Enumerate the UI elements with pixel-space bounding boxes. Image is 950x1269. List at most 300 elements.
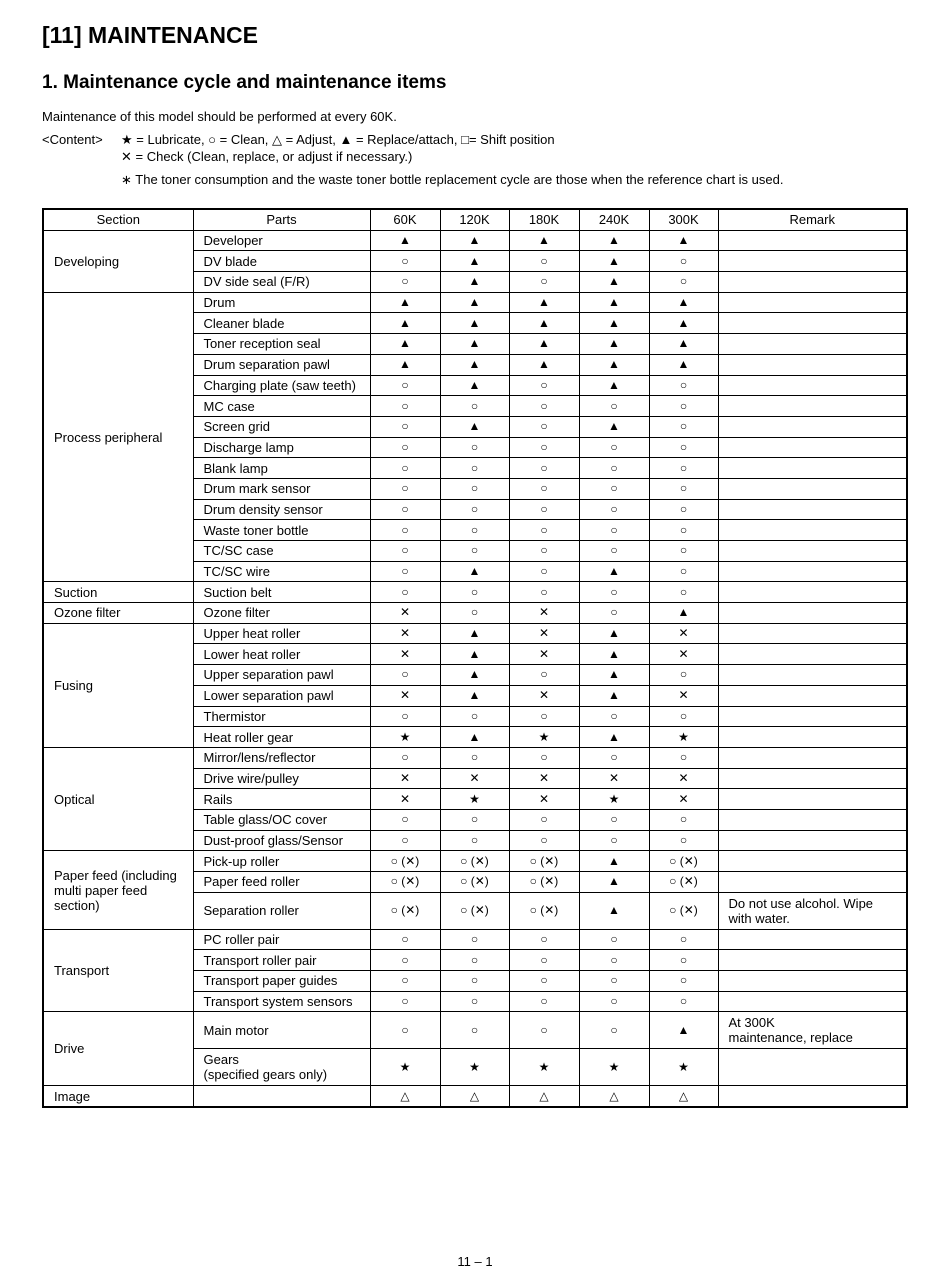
cycle-cell-300K: ○ — [649, 375, 718, 396]
remark-cell — [718, 685, 907, 706]
column-header: Remark — [718, 209, 907, 230]
cycle-cell-120K: ★ — [440, 789, 509, 810]
cycle-cell-180K: ○ — [509, 1012, 579, 1049]
part-cell: Drum separation pawl — [193, 354, 370, 375]
cycle-cell-60K: ○ (✕) — [370, 851, 440, 872]
cycle-cell-240K: ▲ — [579, 892, 649, 929]
table-row — [43, 929, 907, 950]
cycle-cell-120K: ○ — [440, 1012, 509, 1049]
cycle-cell-60K: ○ — [370, 541, 440, 562]
column-header: 120K — [440, 209, 509, 230]
cycle-cell-60K: ○ — [370, 991, 440, 1012]
table-row — [43, 747, 907, 768]
part-cell: Toner reception seal — [193, 334, 370, 355]
cycle-cell-240K: ★ — [579, 1049, 649, 1086]
remark-cell — [718, 1086, 907, 1107]
cycle-cell-60K: ○ (✕) — [370, 872, 440, 893]
part-cell: Transport roller pair — [193, 950, 370, 971]
part-cell: Ozone filter — [193, 603, 370, 624]
cycle-cell-180K: ○ — [509, 706, 579, 727]
remark-cell — [718, 603, 907, 624]
cycle-cell-60K: ▲ — [370, 292, 440, 313]
cycle-cell-240K: ○ — [579, 437, 649, 458]
remark-cell — [718, 251, 907, 272]
part-cell: DV blade — [193, 251, 370, 272]
cycle-cell-60K: ○ — [370, 437, 440, 458]
cycle-cell-120K: ○ — [440, 706, 509, 727]
cycle-cell-180K: ○ — [509, 971, 579, 992]
cycle-cell-300K: ✕ — [649, 644, 718, 665]
cycle-cell-180K: ○ — [509, 582, 579, 603]
cycle-cell-120K: ▲ — [440, 313, 509, 334]
part-cell: Thermistor — [193, 706, 370, 727]
remark-cell — [718, 520, 907, 541]
cycle-cell-120K: ▲ — [440, 375, 509, 396]
cycle-cell-300K: ○ — [649, 747, 718, 768]
cycle-cell-60K: ○ — [370, 499, 440, 520]
cycle-cell-300K: ○ — [649, 520, 718, 541]
part-cell: Developer — [193, 230, 370, 251]
table-row — [43, 582, 907, 603]
cycle-cell-180K: ○ — [509, 272, 579, 293]
cycle-cell-180K: ★ — [509, 1049, 579, 1086]
remark-cell — [718, 354, 907, 375]
cycle-cell-60K: ★ — [370, 1049, 440, 1086]
remark-cell — [718, 478, 907, 499]
part-cell: Pick-up roller — [193, 851, 370, 872]
remark-cell — [718, 313, 907, 334]
cycle-cell-300K: ✕ — [649, 623, 718, 644]
remark-cell — [718, 541, 907, 562]
cycle-cell-240K: ▲ — [579, 561, 649, 582]
column-header: 300K — [649, 209, 718, 230]
cycle-cell-60K: ○ — [370, 272, 440, 293]
cycle-cell-240K: ▲ — [579, 727, 649, 748]
cycle-cell-60K: ▲ — [370, 230, 440, 251]
part-cell: Main motor — [193, 1012, 370, 1049]
cycle-cell-120K: ○ — [440, 929, 509, 950]
legend-line-1: ★ = Lubricate, ○ = Clean, △ = Adjust, ▲ = Replace/attach, □= Shift position — [121, 132, 555, 147]
cycle-cell-180K: ▲ — [509, 230, 579, 251]
cycle-cell-240K: ○ — [579, 809, 649, 830]
cycle-cell-240K: △ — [579, 1086, 649, 1107]
remark-cell: Do not use alcohol. Wipe with water. — [718, 892, 907, 929]
cycle-cell-120K: ▲ — [440, 685, 509, 706]
cycle-cell-300K: ○ — [649, 561, 718, 582]
table-row — [43, 851, 907, 872]
cycle-cell-300K: ★ — [649, 727, 718, 748]
table-header-row — [43, 209, 907, 230]
part-cell: Lower separation pawl — [193, 685, 370, 706]
cycle-cell-240K: ▲ — [579, 665, 649, 686]
part-cell: PC roller pair — [193, 929, 370, 950]
cycle-cell-180K: ★ — [509, 727, 579, 748]
remark-cell — [718, 334, 907, 355]
cycle-cell-240K: ▲ — [579, 230, 649, 251]
cycle-cell-60K: ○ — [370, 520, 440, 541]
section-cell: Ozone filter — [43, 603, 193, 624]
cycle-cell-240K: ○ — [579, 971, 649, 992]
remark-cell — [718, 375, 907, 396]
cycle-cell-300K: ○ — [649, 665, 718, 686]
cycle-cell-60K: ▲ — [370, 354, 440, 375]
cycle-cell-300K: ✕ — [649, 789, 718, 810]
page-title: [11] MAINTENANCE — [42, 22, 258, 48]
cycle-cell-60K: ○ — [370, 561, 440, 582]
part-cell: Heat roller gear — [193, 727, 370, 748]
cycle-cell-120K: ○ (✕) — [440, 851, 509, 872]
cycle-cell-300K: ○ — [649, 809, 718, 830]
remark-cell — [718, 830, 907, 851]
part-cell: Separation roller — [193, 892, 370, 929]
section-cell: Fusing — [43, 623, 193, 747]
legend-line-2: ✕ = Check (Clean, replace, or adjust if necessary.) — [121, 149, 413, 164]
cycle-cell-180K: ○ — [509, 458, 579, 479]
cycle-cell-120K: ○ — [440, 582, 509, 603]
cycle-cell-180K: ✕ — [509, 644, 579, 665]
cycle-cell-240K: ○ — [579, 747, 649, 768]
cycle-cell-60K: ○ — [370, 375, 440, 396]
part-cell: MC case — [193, 396, 370, 417]
cycle-cell-60K: △ — [370, 1086, 440, 1107]
cycle-cell-180K: ○ — [509, 809, 579, 830]
cycle-cell-120K: ○ — [440, 396, 509, 417]
remark-cell — [718, 809, 907, 830]
remark-cell — [718, 1049, 907, 1086]
cycle-cell-300K: ○ — [649, 437, 718, 458]
remark-cell: At 300K maintenance, replace — [718, 1012, 907, 1049]
column-header: 180K — [509, 209, 579, 230]
cycle-cell-60K: ○ — [370, 1012, 440, 1049]
cycle-cell-240K: ○ — [579, 582, 649, 603]
cycle-cell-240K: ▲ — [579, 292, 649, 313]
cycle-cell-120K: ○ — [440, 971, 509, 992]
toner-note: ∗ The toner consumption and the waste toner bottle replacement cycle are those when the reference chart is used. — [121, 172, 784, 187]
cycle-cell-60K: ○ — [370, 830, 440, 851]
cycle-cell-180K: ○ — [509, 251, 579, 272]
part-cell: TC/SC case — [193, 541, 370, 562]
cycle-cell-120K: ★ — [440, 1049, 509, 1086]
cycle-cell-300K: ▲ — [649, 1012, 718, 1049]
cycle-cell-180K: ○ — [509, 830, 579, 851]
cycle-cell-180K: ○ — [509, 416, 579, 437]
part-cell: Drum density sensor — [193, 499, 370, 520]
part-cell: Suction belt — [193, 582, 370, 603]
cycle-cell-60K: ○ — [370, 747, 440, 768]
cycle-cell-300K: ○ — [649, 971, 718, 992]
part-cell: Drum — [193, 292, 370, 313]
remark-cell — [718, 727, 907, 748]
remark-cell — [718, 747, 907, 768]
remark-cell — [718, 582, 907, 603]
remark-cell — [718, 230, 907, 251]
remark-cell — [718, 872, 907, 893]
cycle-cell-120K: ▲ — [440, 334, 509, 355]
cycle-cell-300K: ○ — [649, 950, 718, 971]
cycle-cell-240K: ○ — [579, 478, 649, 499]
part-cell: Table glass/OC cover — [193, 809, 370, 830]
page-number: 11 – 1 — [457, 1254, 493, 1269]
cycle-cell-300K: ✕ — [649, 685, 718, 706]
cycle-cell-300K: ○ (✕) — [649, 851, 718, 872]
cycle-cell-120K: ○ — [440, 950, 509, 971]
cycle-cell-180K: ✕ — [509, 623, 579, 644]
cycle-cell-60K: ○ — [370, 478, 440, 499]
cycle-cell-180K: ○ — [509, 437, 579, 458]
cycle-cell-180K: ○ — [509, 561, 579, 582]
cycle-cell-300K: ○ — [649, 478, 718, 499]
cycle-cell-240K: ○ — [579, 950, 649, 971]
cycle-cell-60K: ✕ — [370, 768, 440, 789]
cycle-cell-120K: ○ (✕) — [440, 872, 509, 893]
column-header: Section — [43, 209, 193, 230]
cycle-cell-240K: ▲ — [579, 685, 649, 706]
section-cell: Transport — [43, 929, 193, 1012]
part-cell: Upper separation pawl — [193, 665, 370, 686]
cycle-cell-180K: ○ — [509, 375, 579, 396]
cycle-cell-240K: ▲ — [579, 872, 649, 893]
part-cell: Screen grid — [193, 416, 370, 437]
cycle-cell-120K: ○ (✕) — [440, 892, 509, 929]
cycle-cell-300K: ▲ — [649, 354, 718, 375]
cycle-cell-300K: ○ — [649, 416, 718, 437]
part-cell: Discharge lamp — [193, 437, 370, 458]
remark-cell — [718, 950, 907, 971]
cycle-cell-300K: ○ — [649, 541, 718, 562]
cycle-cell-300K: ○ — [649, 830, 718, 851]
cycle-cell-240K: ○ — [579, 458, 649, 479]
cycle-cell-240K: ○ — [579, 706, 649, 727]
cycle-cell-240K: ○ — [579, 541, 649, 562]
cycle-cell-120K: ▲ — [440, 292, 509, 313]
remark-cell — [718, 292, 907, 313]
section-heading: 1. Maintenance cycle and maintenance items — [42, 72, 447, 93]
remark-cell — [718, 789, 907, 810]
cycle-cell-120K: ▲ — [440, 644, 509, 665]
cycle-cell-180K: ○ — [509, 747, 579, 768]
cycle-cell-120K: ○ — [440, 437, 509, 458]
table-row — [43, 230, 907, 251]
content-label: <Content> — [42, 132, 103, 147]
column-header: 240K — [579, 209, 649, 230]
cycle-cell-60K: ○ (✕) — [370, 892, 440, 929]
remark-cell — [718, 665, 907, 686]
cycle-cell-300K: ○ — [649, 272, 718, 293]
intro-text: Maintenance of this model should be performed at every 60K. — [42, 109, 397, 124]
part-cell: Rails — [193, 789, 370, 810]
cycle-cell-120K: ✕ — [440, 768, 509, 789]
cycle-cell-300K: △ — [649, 1086, 718, 1107]
cycle-cell-180K: ✕ — [509, 768, 579, 789]
cycle-cell-120K: ▲ — [440, 665, 509, 686]
cycle-cell-120K: ▲ — [440, 727, 509, 748]
cycle-cell-180K: ○ — [509, 520, 579, 541]
cycle-cell-180K: ○ — [509, 478, 579, 499]
part-cell: Cleaner blade — [193, 313, 370, 334]
part-cell: Lower heat roller — [193, 644, 370, 665]
cycle-cell-300K: ○ — [649, 458, 718, 479]
part-cell: DV side seal (F/R) — [193, 272, 370, 293]
cycle-cell-120K: ○ — [440, 991, 509, 1012]
cycle-cell-300K: ○ — [649, 396, 718, 417]
cycle-cell-180K: ✕ — [509, 685, 579, 706]
column-header: 60K — [370, 209, 440, 230]
cycle-cell-180K: ○ — [509, 499, 579, 520]
cycle-cell-240K: ▲ — [579, 354, 649, 375]
cycle-cell-240K: ○ — [579, 603, 649, 624]
cycle-cell-240K: ○ — [579, 520, 649, 541]
remark-cell — [718, 644, 907, 665]
table-row — [43, 623, 907, 644]
cycle-cell-240K: ▲ — [579, 334, 649, 355]
cycle-cell-120K: ▲ — [440, 561, 509, 582]
cycle-cell-180K: ○ — [509, 991, 579, 1012]
cycle-cell-300K: ○ — [649, 251, 718, 272]
cycle-cell-180K: ▲ — [509, 354, 579, 375]
remark-cell — [718, 706, 907, 727]
cycle-cell-300K: ✕ — [649, 768, 718, 789]
cycle-cell-60K: ○ — [370, 950, 440, 971]
cycle-cell-120K: ○ — [440, 520, 509, 541]
cycle-cell-240K: ✕ — [579, 768, 649, 789]
cycle-cell-60K: ○ — [370, 251, 440, 272]
cycle-cell-60K: ○ — [370, 971, 440, 992]
cycle-cell-60K: ○ — [370, 396, 440, 417]
cycle-cell-240K: ★ — [579, 789, 649, 810]
cycle-cell-240K: ▲ — [579, 623, 649, 644]
cycle-cell-60K: ○ — [370, 809, 440, 830]
cycle-cell-60K: ✕ — [370, 603, 440, 624]
cycle-cell-60K: ▲ — [370, 334, 440, 355]
cycle-cell-120K: ○ — [440, 809, 509, 830]
cycle-cell-300K: ○ (✕) — [649, 872, 718, 893]
cycle-cell-240K: ○ — [579, 830, 649, 851]
cycle-cell-240K: ▲ — [579, 272, 649, 293]
cycle-cell-120K: ○ — [440, 603, 509, 624]
part-cell: Transport paper guides — [193, 971, 370, 992]
cycle-cell-180K: ○ (✕) — [509, 872, 579, 893]
cycle-cell-120K: ○ — [440, 541, 509, 562]
remark-cell — [718, 396, 907, 417]
remark-cell — [718, 851, 907, 872]
remark-cell — [718, 416, 907, 437]
section-cell: Process peripheral — [43, 292, 193, 582]
cycle-cell-180K: ✕ — [509, 789, 579, 810]
part-cell: Gears (specified gears only) — [193, 1049, 370, 1086]
cycle-cell-300K: ▲ — [649, 313, 718, 334]
cycle-cell-180K: ✕ — [509, 603, 579, 624]
cycle-cell-300K: ★ — [649, 1049, 718, 1086]
cycle-cell-180K: △ — [509, 1086, 579, 1107]
cycle-cell-300K: ▲ — [649, 334, 718, 355]
cycle-cell-300K: ▲ — [649, 292, 718, 313]
remark-cell — [718, 499, 907, 520]
cycle-cell-120K: ▲ — [440, 623, 509, 644]
part-cell: Mirror/lens/reflector — [193, 747, 370, 768]
cycle-cell-120K: ▲ — [440, 416, 509, 437]
cycle-cell-240K: ▲ — [579, 375, 649, 396]
cycle-cell-300K: ○ — [649, 706, 718, 727]
cycle-cell-60K: ○ — [370, 665, 440, 686]
part-cell: Drive wire/pulley — [193, 768, 370, 789]
cycle-cell-240K: ▲ — [579, 644, 649, 665]
cycle-cell-180K: ▲ — [509, 334, 579, 355]
remark-cell — [718, 272, 907, 293]
cycle-cell-240K: ○ — [579, 499, 649, 520]
part-cell: Paper feed roller — [193, 872, 370, 893]
cycle-cell-300K: ○ — [649, 991, 718, 1012]
part-cell: Upper heat roller — [193, 623, 370, 644]
cycle-cell-60K: ▲ — [370, 313, 440, 334]
part-cell: Waste toner bottle — [193, 520, 370, 541]
cycle-cell-120K: ▲ — [440, 230, 509, 251]
cycle-cell-120K: ○ — [440, 478, 509, 499]
cycle-cell-180K: ○ — [509, 950, 579, 971]
cycle-cell-60K: ○ — [370, 458, 440, 479]
cycle-cell-60K: ✕ — [370, 685, 440, 706]
cycle-cell-240K: ○ — [579, 396, 649, 417]
cycle-cell-120K: ▲ — [440, 272, 509, 293]
remark-cell — [718, 561, 907, 582]
cycle-cell-60K: ✕ — [370, 789, 440, 810]
cycle-cell-240K: ○ — [579, 929, 649, 950]
remark-cell — [718, 768, 907, 789]
cycle-cell-120K: ○ — [440, 458, 509, 479]
cycle-cell-300K: ○ — [649, 929, 718, 950]
cycle-cell-180K: ○ — [509, 929, 579, 950]
cycle-cell-120K: ▲ — [440, 354, 509, 375]
cycle-cell-300K: ○ (✕) — [649, 892, 718, 929]
cycle-cell-180K: ○ — [509, 541, 579, 562]
cycle-cell-300K: ▲ — [649, 603, 718, 624]
cycle-cell-120K: ▲ — [440, 251, 509, 272]
part-cell: TC/SC wire — [193, 561, 370, 582]
remark-cell — [718, 929, 907, 950]
column-header: Parts — [193, 209, 370, 230]
remark-cell — [718, 991, 907, 1012]
section-cell: Suction — [43, 582, 193, 603]
cycle-cell-180K: ○ (✕) — [509, 851, 579, 872]
cycle-cell-180K: ▲ — [509, 313, 579, 334]
part-cell: Charging plate (saw teeth) — [193, 375, 370, 396]
cycle-cell-240K: ○ — [579, 991, 649, 1012]
cycle-cell-60K: ○ — [370, 929, 440, 950]
table-row — [43, 603, 907, 624]
section-cell: Developing — [43, 230, 193, 292]
part-cell: Blank lamp — [193, 458, 370, 479]
remark-cell — [718, 458, 907, 479]
table-row — [43, 1012, 907, 1049]
cycle-cell-180K: ○ — [509, 665, 579, 686]
cycle-cell-60K: ○ — [370, 706, 440, 727]
cycle-cell-240K: ▲ — [579, 313, 649, 334]
remark-cell — [718, 971, 907, 992]
section-cell: Optical — [43, 747, 193, 850]
part-cell: Transport system sensors — [193, 991, 370, 1012]
cycle-cell-180K: ○ (✕) — [509, 892, 579, 929]
cycle-cell-120K: ○ — [440, 830, 509, 851]
cycle-cell-60K: ★ — [370, 727, 440, 748]
cycle-cell-300K: ○ — [649, 582, 718, 603]
cycle-cell-300K: ○ — [649, 499, 718, 520]
section-cell: Paper feed (including multi paper feed section) — [43, 851, 193, 929]
cycle-cell-120K: ○ — [440, 499, 509, 520]
cycle-cell-120K: △ — [440, 1086, 509, 1107]
section-cell: Image — [43, 1086, 193, 1107]
cycle-cell-60K: ✕ — [370, 623, 440, 644]
cycle-cell-60K: ○ — [370, 416, 440, 437]
cycle-cell-240K: ▲ — [579, 251, 649, 272]
